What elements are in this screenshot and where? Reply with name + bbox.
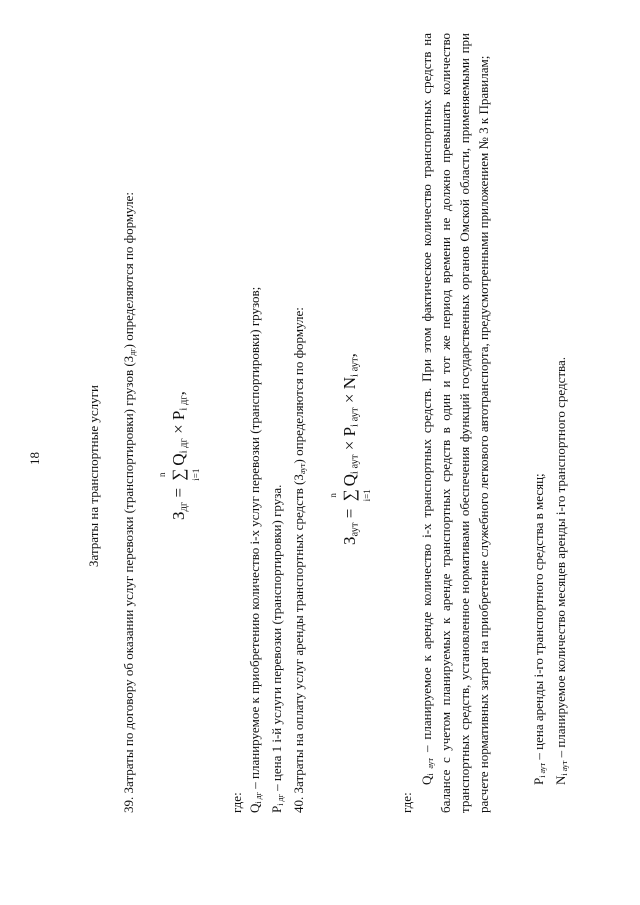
formula1-equals: = xyxy=(169,487,188,498)
item-40-text-after: ) определяются по формуле: xyxy=(291,307,306,464)
definition-p-dg xyxy=(268,485,287,813)
item-39-symbol-sub: дг xyxy=(128,348,137,356)
formula1-times: × xyxy=(169,424,188,434)
def5-symbol: N xyxy=(553,775,568,785)
def4-text: – цена аренды i-го транспортного средства в месяц; xyxy=(531,473,546,760)
formula2-lhs: З xyxy=(340,536,359,545)
item-40-symbol-sub: аут xyxy=(298,463,307,475)
formula2-p-sub: i аут xyxy=(349,407,361,427)
item-39-text-before: 39. Затраты по договору об оказании услуг перевозки (транспортировки) грузов ( xyxy=(121,362,136,813)
page-number: 18 xyxy=(27,452,42,465)
item-40-symbol: З xyxy=(291,474,306,481)
def1-text: – планируемое к приобретению количество i-х услуг перевозки (транспортировки) грузов; xyxy=(247,286,262,789)
def3-text: – планируемое к аренде количество i-х транспортных средств. При этом фактическое количество транспортных средств на балансе с учетом планируемых к аренде транспортных средств в один и тот же период времени не должно превышать количество транспортных средств, установленное нормативами обеспечения функций государственных органов Омской области, применяемыми при расчете нормативных затрат на приобретение служебного легкового автотранспорта, предусмотренными приложением № 3 к Правилам; xyxy=(419,33,491,813)
formula1-sum-bottom: i=1 xyxy=(190,468,201,481)
formula2-n: N xyxy=(340,376,359,390)
formula2-sum-top: n xyxy=(328,493,338,498)
formula2-n-sub: i аут xyxy=(349,357,361,377)
formula2-times-1: × xyxy=(340,440,359,451)
section-title: Затраты на транспортные услуги xyxy=(86,385,101,567)
item-40-text-before: 40. Затраты на оплату услуг аренды транспортных средств ( xyxy=(291,480,306,813)
formula2-sum xyxy=(328,486,372,504)
def2-text: – цена 1 i-й услуги перевозки (транспортировки) груза. xyxy=(269,484,284,791)
formula2-lhs-sub: аут xyxy=(349,522,361,537)
item-39-symbol: З xyxy=(121,355,136,363)
def3-sub: i аут xyxy=(426,757,435,776)
formula1-sum-top: n xyxy=(157,472,167,477)
where-label-2: где: xyxy=(399,792,414,813)
where-label-1: где: xyxy=(229,792,244,813)
formula-vehicle-rent xyxy=(328,353,372,545)
formula-transport-cargo xyxy=(157,391,201,520)
formula1-p-sub: i дг xyxy=(178,395,190,411)
formula1-tail: , xyxy=(169,391,188,396)
def1-sub: i дг xyxy=(254,791,263,804)
definition-q-dg xyxy=(246,287,265,813)
def3-symbol: Q xyxy=(419,775,434,785)
definition-n-aut xyxy=(552,357,571,785)
definition-q-aut xyxy=(418,33,493,813)
formula2-q: Q xyxy=(340,474,359,487)
formula1-q: Q xyxy=(169,453,188,466)
formula1-lhs-sub: дг xyxy=(178,501,190,512)
formula2-sum-bottom: i=1 xyxy=(361,489,372,502)
def4-sub: i аут xyxy=(538,762,547,778)
formula2-tail: , xyxy=(340,353,359,358)
def5-text: – планируемое количество месяцев аренды i-го транспортного средства. xyxy=(553,356,568,758)
def1-symbol: Q xyxy=(247,803,262,813)
formula2-p: P xyxy=(340,426,359,437)
formula1-p: P xyxy=(169,410,188,421)
def5-sub: i аут xyxy=(560,760,569,776)
formula1-sum xyxy=(157,466,201,484)
item-39-text-after: ) определяются по формуле: xyxy=(121,192,136,349)
formula2-sum-sign: ∑ xyxy=(340,489,359,502)
def4-symbol: P xyxy=(531,777,546,785)
item-40-paragraph xyxy=(290,307,309,813)
formula1-q-sub: i дг xyxy=(178,438,190,454)
def2-sub: i дг xyxy=(276,794,285,806)
definition-p-aut xyxy=(530,473,549,785)
formula2-times-2: × xyxy=(340,393,359,404)
item-39-paragraph xyxy=(120,192,139,813)
formula1-sum-sign: ∑ xyxy=(169,468,188,481)
def2-symbol: P xyxy=(269,805,284,813)
formula2-q-sub: i аут xyxy=(349,454,361,475)
formula2-equals: = xyxy=(340,508,359,519)
formula1-lhs: З xyxy=(169,511,188,520)
